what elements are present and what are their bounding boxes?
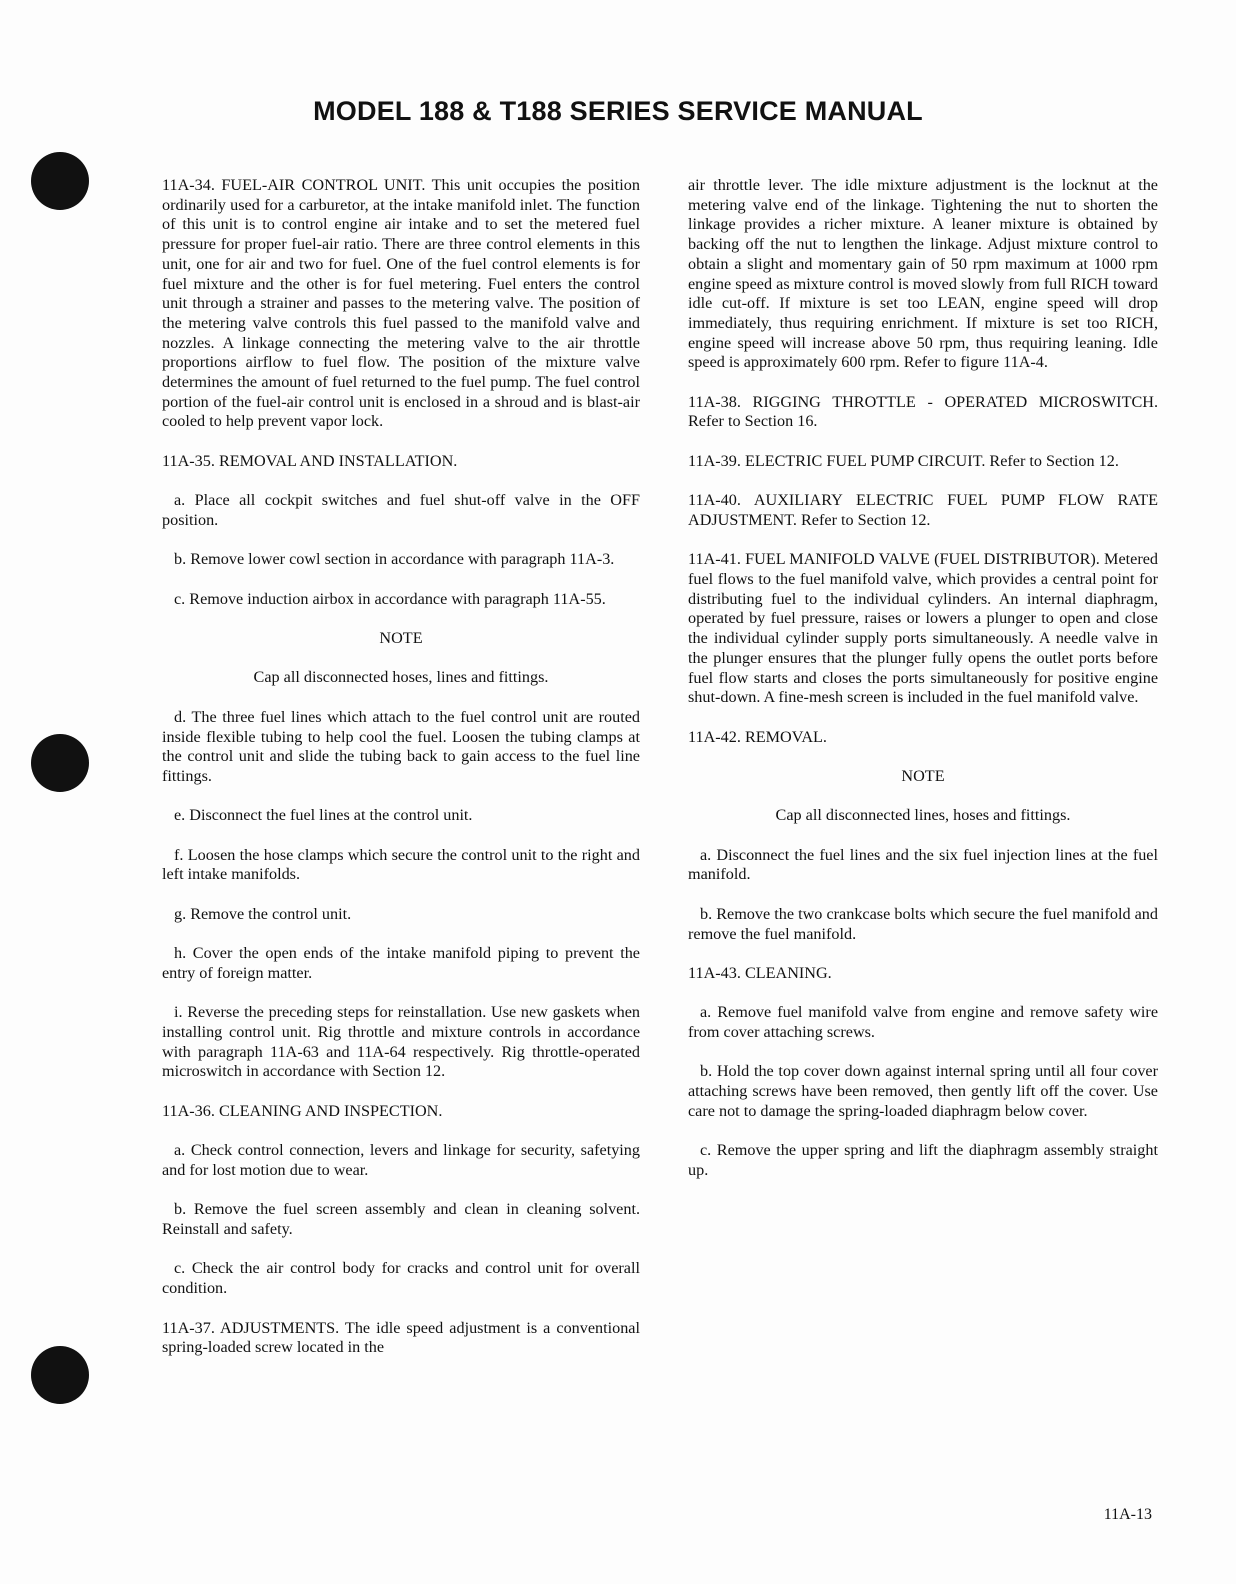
right-column (688, 176, 1158, 1200)
step-item: c. Check the air control body for cracks and control unit for overall condition. (162, 1259, 640, 1298)
binder-hole (31, 152, 89, 210)
paragraph-11a-37: 11A-37. ADJUSTMENTS. The idle speed adjustment is a conventional spring-loaded screw located in the (162, 1318, 640, 1357)
note-text: Cap all disconnected hoses, lines and fittings. (253, 668, 549, 687)
paragraph-11a-39: 11A-39. ELECTRIC FUEL PUMP CIRCUIT. Refer to Section 12. (688, 451, 1119, 470)
step-item: c. Remove induction airbox in accordance with paragraph 11A-55. (174, 589, 606, 608)
paragraph-11a-37-continued: air throttle lever. The idle mixture adjustment is the locknut at the metering valve end of the linkage. Tightening the nut to shorten the linkage provides a richer mixture. A leaner mixture is obtained by backing off the nut to lengthen the linkage. Adjust mixture control to obtain a slight and momentary gain of 50 rpm maximum at 1000 rpm engine speed as mixture control is moved slowly from full RICH toward idle cut-off. If mixture is set too LEAN, engine speed will drop immediately, thus requiring enrichment. If mixture is set too RICH, engine speed will increase above 50 rpm, thus requiring leaning. Idle speed is approximately 600 rpm. Refer to figure 11A-4. (688, 176, 1158, 372)
step-item: a. Disconnect the fuel lines and the six fuel injection lines at the fuel manifold. (688, 845, 1158, 884)
paragraph-11a-40: 11A-40. AUXILIARY ELECTRIC FUEL PUMP FLOW RATE ADJUSTMENT. Refer to Section 12. (688, 491, 1158, 529)
binder-hole (31, 734, 89, 792)
step-item: b. Remove the fuel screen assembly and clean in cleaning solvent. Reinstall and safety. (162, 1200, 640, 1239)
step-item: a. Check control connection, levers and linkage for security, safetying and for lost motion due to wear. (162, 1141, 640, 1179)
step-item: f. Loosen the hose clamps which secure the control unit to the right and left intake manifolds. (162, 845, 640, 884)
step-item: b. Remove the two crankcase bolts which secure the fuel manifold and remove the fuel manifold. (688, 904, 1158, 943)
heading-11a-35: 11A-35. REMOVAL AND INSTALLATION. (162, 451, 458, 470)
step-item: b. Hold the top cover down against internal spring until all four cover attaching screws have been removed, then gently lift off the cover. Use care not to damage the spring-loaded diaphragm below cover. (688, 1062, 1158, 1120)
note-text: Cap all disconnected lines, hoses and fittings. (775, 806, 1071, 825)
heading-11a-42: 11A-42. REMOVAL. (688, 727, 827, 746)
heading-11a-36: 11A-36. CLEANING AND INSPECTION. (162, 1101, 443, 1120)
paragraph-11a-34: 11A-34. FUEL-AIR CONTROL UNIT. This unit occupies the position ordinarily used for a carburetor, at the intake manifold inlet. The function of this unit is to control engine air intake and to set the metered fuel pressure for proper fuel-air ratio. There are three control elements in this unit, one for air and two for fuel. One of the fuel control elements is for fuel mixture and the other is for fuel metering. Fuel enters the control unit through a strainer and passes to the metering valve. The position of the metering valve controls this fuel passed to the manifold valve and nozzles. A linkage connecting the metering valve to the air throttle proportions airflow to fuel flow. The position of the mixture valve determines the amount of fuel returned to the fuel pump. The fuel control portion of the fuel-air control unit is enclosed in a shroud and is blast-air cooled to help prevent vapor lock. (162, 176, 640, 431)
note-heading: NOTE (379, 629, 423, 648)
left-column (162, 176, 640, 1358)
step-item: c. Remove the upper spring and lift the diaphragm assembly straight up. (688, 1141, 1158, 1179)
step-item: a. Place all cockpit switches and fuel shut-off valve in the OFF position. (162, 491, 640, 529)
page-number: 11A-13 (1103, 1506, 1152, 1523)
note-heading: NOTE (901, 767, 945, 785)
step-item: b. Remove lower cowl section in accordance with paragraph 11A-3. (174, 550, 615, 569)
paragraph-11a-41: 11A-41. FUEL MANIFOLD VALVE (FUEL DISTRIBUTOR). Metered fuel flows to the fuel manifold valve, which provides a central point for distributing fuel to the individual cylinders. An internal diaphragm, operated by fuel pressure, raises or lowers a plunger to open and close the individual cylinder supply ports simultaneously. A needle valve in the plunger ensures that the plunger fully opens the outlet ports before fuel flow starts and closes the ports simultaneously for positive engine shut-down. A fine-mesh screen is included in the fuel manifold valve. (688, 550, 1158, 707)
page-title: MODEL 188 & T188 SERIES SERVICE MANUAL (313, 96, 923, 126)
step-item: i. Reverse the preceding steps for reinstallation. Use new gaskets when installing control unit. Rig throttle and mixture controls in accordance with paragraph 11A-63 and 11A-64 respectively. Rig throttle-operated microswitch in accordance with Section 12. (162, 1003, 640, 1081)
step-item: g. Remove the control unit. (174, 904, 352, 923)
step-item: a. Remove fuel manifold valve from engine and remove safety wire from cover attaching screws. (688, 1003, 1158, 1042)
step-item: h. Cover the open ends of the intake manifold piping to prevent the entry of foreign matter. (162, 944, 640, 982)
step-item: d. The three fuel lines which attach to the fuel control unit are routed inside flexible tubing to help cool the fuel. Loosen the tubing clamps at the control unit and slide the tubing back to gain access to the fuel line fittings. (162, 707, 640, 785)
step-item: e. Disconnect the fuel lines at the control unit. (174, 806, 473, 825)
binder-hole (31, 1346, 89, 1404)
heading-11a-43: 11A-43. CLEANING. (688, 963, 832, 982)
paragraph-11a-38: 11A-38. RIGGING THROTTLE - OPERATED MICROSWITCH. Refer to Section 16. (688, 392, 1158, 431)
